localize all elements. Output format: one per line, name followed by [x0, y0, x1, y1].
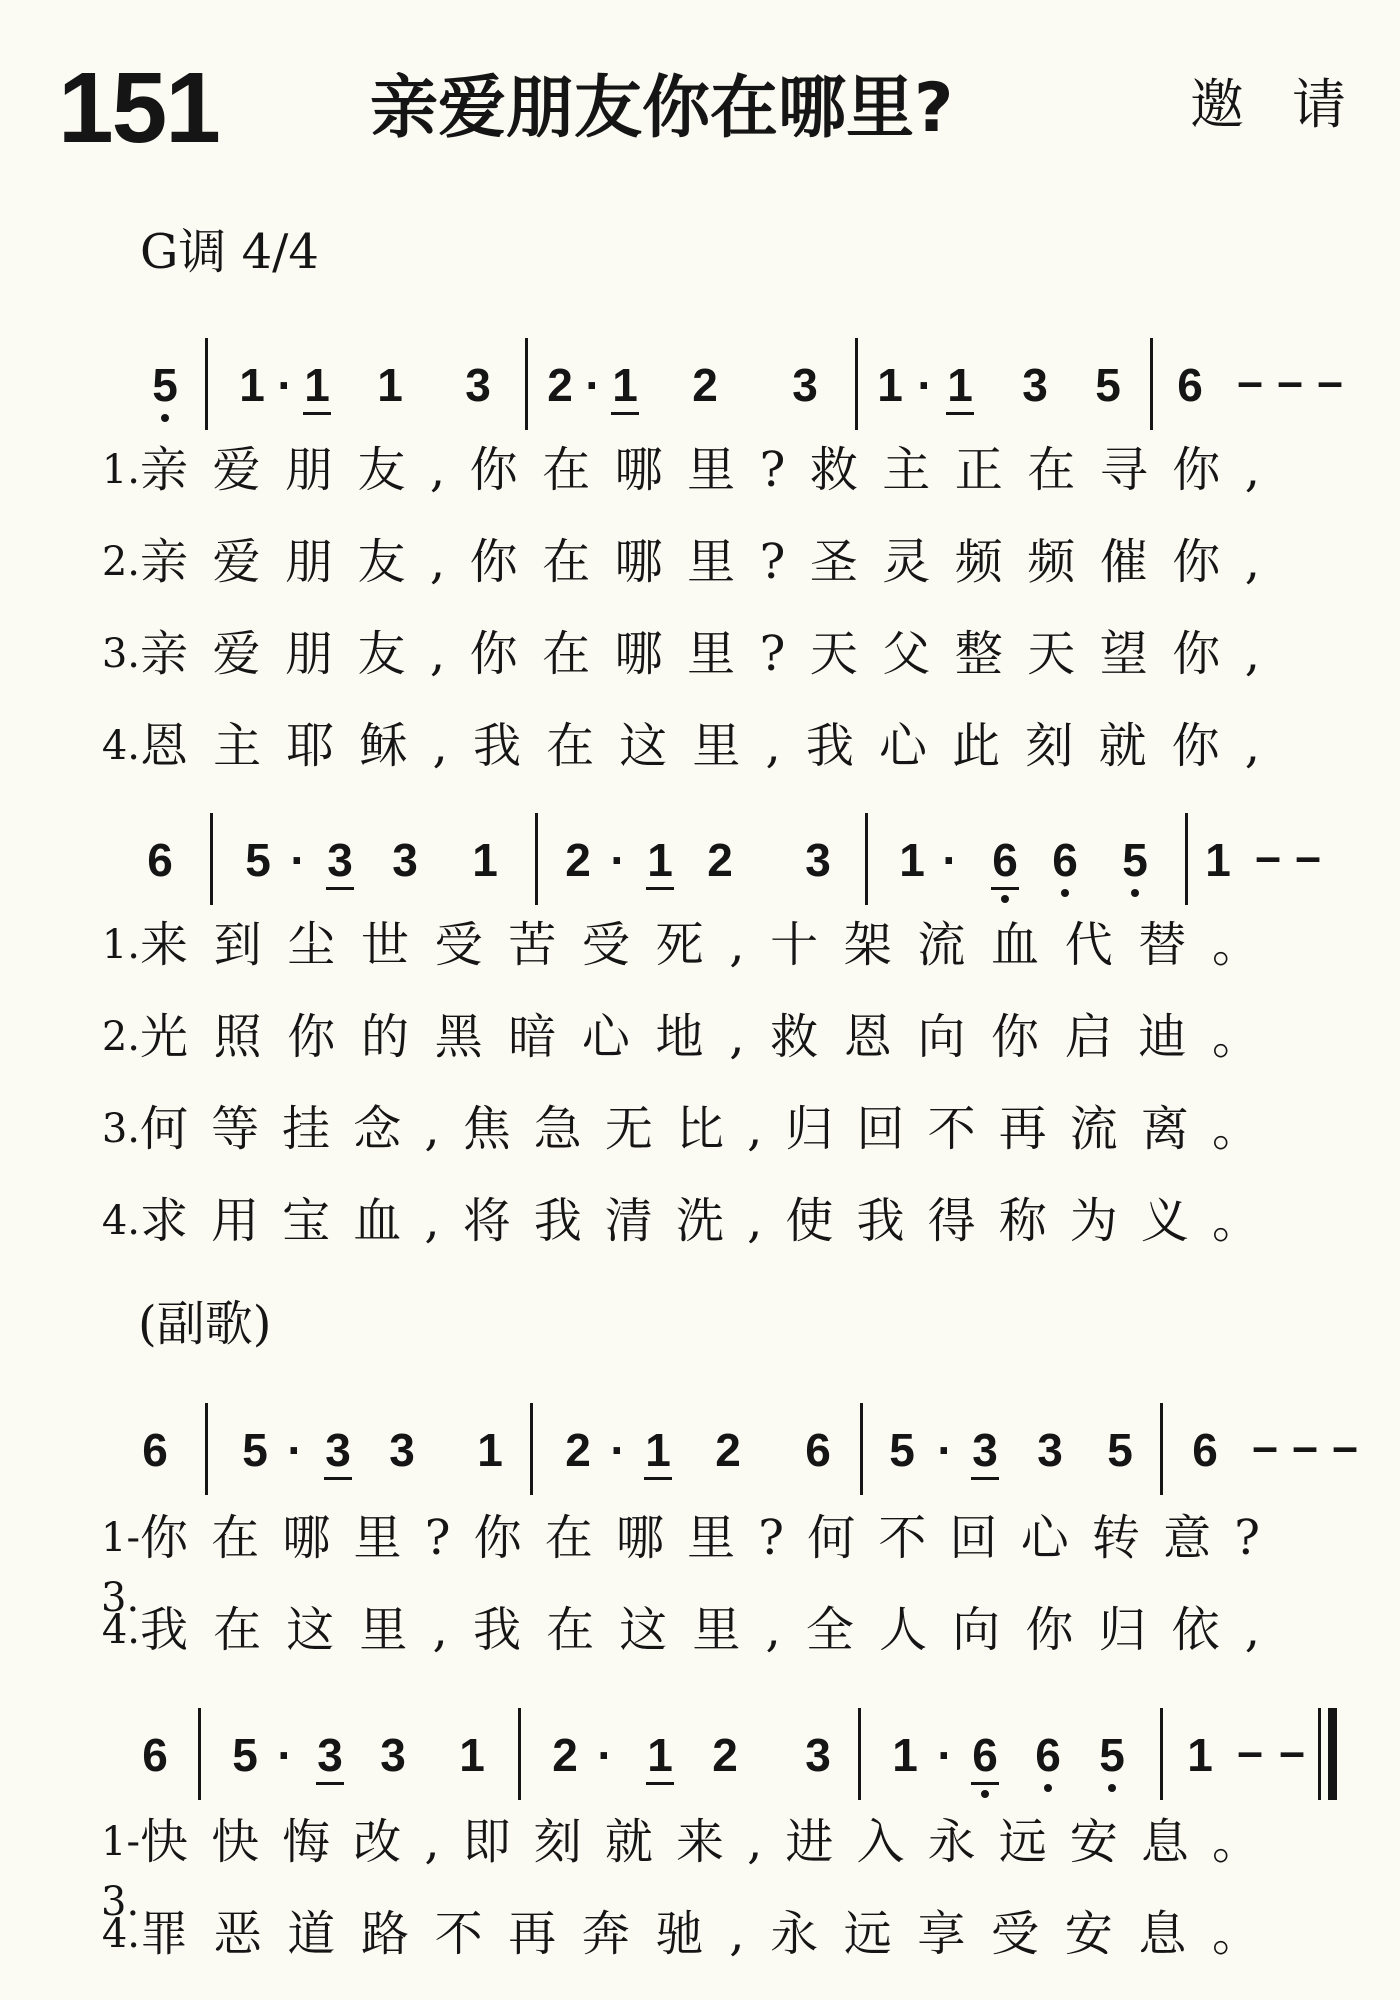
barline — [530, 1403, 533, 1495]
barline — [535, 813, 538, 905]
lyric-text: 我​在​这​里​,​我​在​这​里​,​全​人​向​你​归​依​, — [140, 1602, 1260, 1658]
note-digit: 1 — [877, 359, 903, 411]
eighth-note-underline — [991, 887, 1019, 890]
dotted-rhythm-mark: · — [917, 359, 933, 411]
lyric-text: 求​用​宝​血​,​将​我​清​洗​,​使​我​得​称​为​义​。 — [140, 1193, 1260, 1249]
dotted-rhythm-mark: · — [290, 834, 306, 886]
eighth-note-underline — [644, 1477, 672, 1480]
verse-number: 3. — [101, 631, 140, 677]
note-digit: 5 — [232, 1729, 258, 1781]
note-digit: 1 — [477, 1424, 503, 1476]
extension-dash: – — [1279, 1725, 1305, 1777]
note-digit: 6 — [805, 1424, 831, 1476]
barline — [525, 338, 528, 430]
note-digit: 3 — [325, 1424, 351, 1476]
note-digit: 5 — [242, 1424, 268, 1476]
note-digit: 6 — [1052, 834, 1078, 886]
dotted-rhythm-mark: · — [937, 1729, 953, 1781]
note-digit: 1 — [459, 1729, 485, 1781]
eighth-note-underline — [324, 1477, 352, 1480]
lower-octave-dot — [1001, 895, 1009, 903]
lower-octave-dot — [1131, 889, 1139, 897]
note-digit: 2 — [712, 1729, 738, 1781]
note-digit: 3 — [792, 359, 818, 411]
extension-dash: – — [1255, 830, 1281, 882]
eighth-note-underline — [303, 412, 331, 415]
note-digit: 6 — [1035, 1729, 1061, 1781]
key-time-signature: G调 4/4 — [140, 224, 319, 280]
lower-octave-dot — [981, 1790, 989, 1798]
note-digit: 1 — [304, 359, 330, 411]
note-digit: 6 — [972, 1729, 998, 1781]
eighth-note-underline — [971, 1782, 999, 1785]
note-digit: 1 — [472, 834, 498, 886]
note-digit: 1 — [647, 834, 673, 886]
eighth-note-underline — [326, 887, 354, 890]
extension-dash: – — [1292, 1420, 1318, 1472]
note-digit: 1 — [647, 1729, 673, 1781]
note-digit: 5 — [245, 834, 271, 886]
dotted-rhythm-mark: · — [610, 1424, 626, 1476]
note-digit: 3 — [1022, 359, 1048, 411]
lyric-text: 何​等​挂​念​,​焦​急​无​比​,​归​回​不​再​流​离​。 — [140, 1101, 1260, 1157]
note-digit: 6 — [142, 1729, 168, 1781]
note-digit: 3 — [465, 359, 491, 411]
lower-octave-dot — [1044, 1784, 1052, 1792]
note-digit: 3 — [392, 834, 418, 886]
extension-dash: – — [1237, 355, 1263, 407]
verse-number: 1-3. — [101, 1515, 140, 1621]
dotted-rhythm-mark: · — [585, 359, 601, 411]
dotted-rhythm-mark: · — [277, 359, 293, 411]
extension-dash: – — [1332, 1420, 1358, 1472]
note-digit: 1 — [892, 1729, 918, 1781]
note-digit: 5 — [152, 359, 178, 411]
note-digit: 3 — [317, 1729, 343, 1781]
barline — [865, 813, 868, 905]
barline — [198, 1708, 201, 1800]
lower-octave-dot — [1108, 1784, 1116, 1792]
lower-octave-dot — [1061, 889, 1069, 897]
note-digit: 6 — [147, 834, 173, 886]
eighth-note-underline — [646, 1782, 674, 1785]
note-digit: 3 — [389, 1424, 415, 1476]
note-digit: 3 — [1037, 1424, 1063, 1476]
lyric-text: 罪​恶​道​路​不​再​奔​驰​,​永​远​享​受​安​息​。 — [140, 1906, 1260, 1962]
note-digit: 1 — [899, 834, 925, 886]
dotted-rhythm-mark: · — [277, 1729, 293, 1781]
notation-line-4 — [0, 1720, 1400, 1800]
note-digit: 2 — [692, 359, 718, 411]
notation-line-3 — [0, 1415, 1400, 1495]
verse-number: 1. — [101, 447, 140, 493]
eighth-note-underline — [316, 1782, 344, 1785]
hymn-category: 邀请 — [1190, 73, 1394, 136]
note-digit: 1 — [612, 359, 638, 411]
barline — [518, 1708, 521, 1800]
barline — [205, 338, 208, 430]
barline — [1160, 1403, 1163, 1495]
dotted-rhythm-mark: · — [287, 1424, 303, 1476]
eighth-note-underline — [611, 412, 639, 415]
verse-number: 2. — [101, 1014, 140, 1060]
note-digit: 6 — [992, 834, 1018, 886]
barline — [205, 1403, 208, 1495]
final-barline-thick — [1328, 1708, 1337, 1800]
note-digit: 1 — [645, 1424, 671, 1476]
verse-number: 4. — [101, 1198, 140, 1244]
eighth-note-underline — [971, 1477, 999, 1480]
verse-number: 4. — [101, 1607, 140, 1653]
note-digit: 3 — [805, 834, 831, 886]
note-digit: 2 — [715, 1424, 741, 1476]
extension-dash: – — [1252, 1420, 1278, 1472]
note-digit: 5 — [1122, 834, 1148, 886]
lyric-text: 快​快​悔​改​,​即​刻​就​来​,​进​入​永​远​安​息​。 — [140, 1814, 1260, 1870]
note-digit: 1 — [377, 359, 403, 411]
verse-number: 1. — [101, 922, 140, 968]
eighth-note-underline — [646, 887, 674, 890]
extension-dash: – — [1277, 355, 1303, 407]
note-digit: 5 — [1095, 359, 1121, 411]
notation-line-1 — [0, 350, 1400, 430]
lyric-text: 亲​爱​朋​友​,​你​在​哪​里​?​圣​灵​频​频​催​你​, — [140, 534, 1260, 590]
lower-octave-dot — [161, 414, 169, 422]
note-digit: 5 — [1107, 1424, 1133, 1476]
verse-number: 2. — [101, 539, 140, 585]
note-digit: 3 — [805, 1729, 831, 1781]
note-digit: 5 — [889, 1424, 915, 1476]
verse-number: 3. — [101, 1106, 140, 1152]
note-digit: 1 — [239, 359, 265, 411]
barline — [1150, 338, 1153, 430]
lyric-text: 来​到​尘​世​受​苦​受​死​,​十​架​流​血​代​替​。 — [140, 917, 1260, 973]
note-digit: 6 — [1192, 1424, 1218, 1476]
barline — [855, 338, 858, 430]
note-digit: 3 — [327, 834, 353, 886]
barline — [1185, 813, 1188, 905]
note-digit: 3 — [380, 1729, 406, 1781]
verse-number: 4. — [101, 1911, 140, 1957]
note-digit: 2 — [552, 1729, 578, 1781]
note-digit: 1 — [1205, 834, 1231, 886]
hymn-number: 151 — [58, 52, 219, 164]
eighth-note-underline — [946, 412, 974, 415]
barline — [858, 1708, 861, 1800]
extension-dash: – — [1317, 355, 1343, 407]
lyric-text: 光​照​你​的​黑​暗​心​地​,​救​恩​向​你​启​迪​。 — [140, 1009, 1260, 1065]
notation-line-2 — [0, 825, 1400, 905]
dotted-rhythm-mark: · — [942, 834, 958, 886]
lyric-text: 亲​爱​朋​友​,​你​在​哪​里​?​救​主​正​在​寻​你​, — [140, 442, 1260, 498]
note-digit: 1 — [1187, 1729, 1213, 1781]
dotted-rhythm-mark: · — [597, 1729, 613, 1781]
barline — [860, 1403, 863, 1495]
dotted-rhythm-mark: · — [610, 834, 626, 886]
note-digit: 6 — [142, 1424, 168, 1476]
barline — [1160, 1708, 1163, 1800]
chorus-label: (副歌) — [138, 1296, 272, 1352]
lyric-text: 恩​主​耶​稣​,​我​在​这​里​,​我​心​此​刻​就​你​, — [140, 718, 1260, 774]
dotted-rhythm-mark: · — [937, 1424, 953, 1476]
final-barline-thin — [1318, 1708, 1321, 1800]
verse-number: 1-3. — [101, 1819, 140, 1925]
note-digit: 6 — [1177, 359, 1203, 411]
note-digit: 2 — [565, 1424, 591, 1476]
note-digit: 2 — [565, 834, 591, 886]
note-digit: 1 — [947, 359, 973, 411]
barline — [210, 813, 213, 905]
note-digit: 5 — [1099, 1729, 1125, 1781]
note-digit: 2 — [707, 834, 733, 886]
extension-dash: – — [1237, 1725, 1263, 1777]
extension-dash: – — [1295, 830, 1321, 882]
hymn-title: 亲爱朋友你在哪里? — [370, 69, 954, 148]
lyric-text: 亲​爱​朋​友​,​你​在​哪​里​?​天​父​整​天​望​你​, — [140, 626, 1260, 682]
verse-number: 4. — [101, 723, 140, 769]
note-digit: 2 — [547, 359, 573, 411]
lyric-text: 你​在​哪​里​?​你​在​哪​里​?​何​不​回​心​转​意​? — [140, 1510, 1260, 1566]
note-digit: 3 — [972, 1424, 998, 1476]
